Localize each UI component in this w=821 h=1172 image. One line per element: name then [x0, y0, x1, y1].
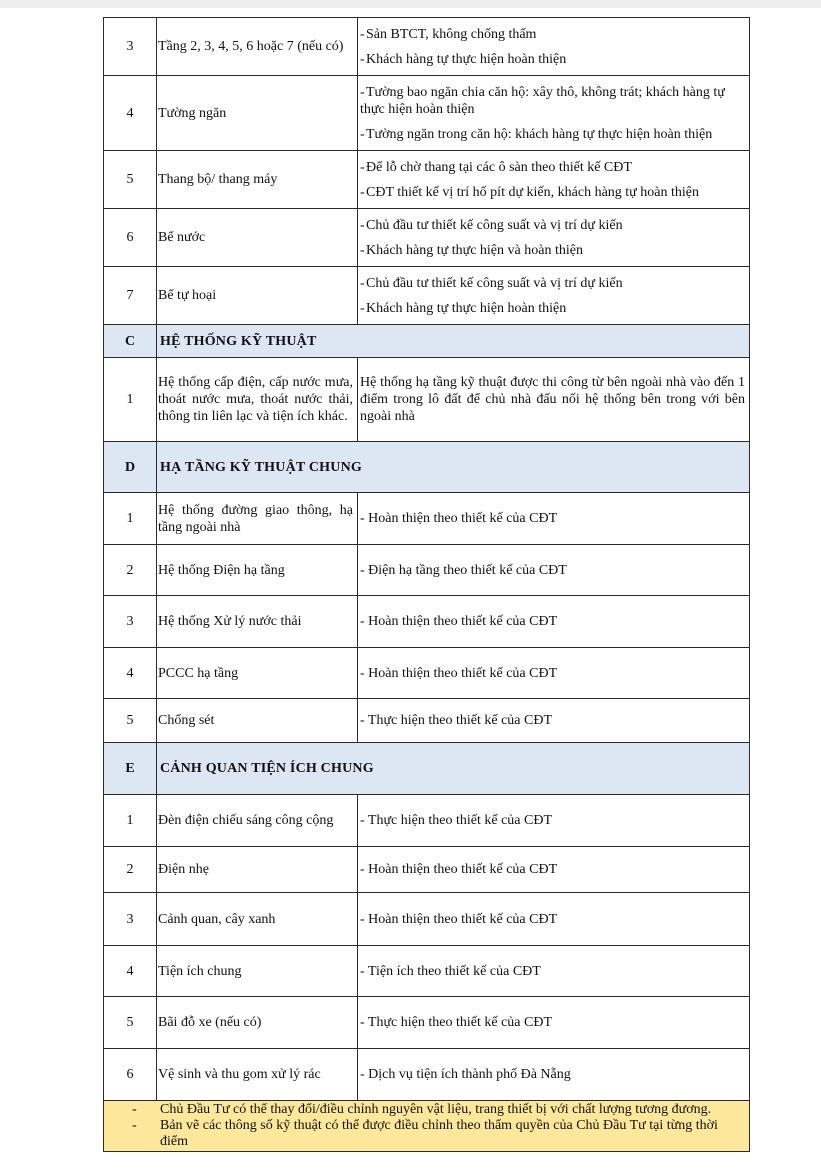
table-row — [104, 997, 750, 1049]
row-item-name: Hệ thống Điện hạ tầng — [157, 545, 358, 596]
row-number: 3 — [104, 893, 157, 946]
table-row — [104, 151, 750, 209]
row-item-name: Cảnh quan, cây xanh — [157, 893, 358, 946]
row-description: - Dịch vụ tiện ích thành phố Đà Nẵng — [358, 1049, 750, 1101]
row-item-name: Hệ thống đường giao thông, hạ tầng ngoài nhà — [157, 493, 358, 545]
table-row — [104, 18, 750, 76]
row-description: - Hoàn thiện theo thiết kế của CĐT — [358, 893, 750, 946]
row-number: 3 — [104, 596, 157, 648]
row-number: 5 — [104, 699, 157, 743]
table-row — [104, 946, 750, 997]
table-row — [104, 1049, 750, 1101]
row-number: 1 — [104, 795, 157, 847]
table-row — [104, 267, 750, 325]
row-number: 6 — [104, 209, 157, 267]
table-row — [104, 545, 750, 596]
spec-table — [103, 17, 750, 1101]
row-item-name: Tường ngăn — [157, 76, 358, 151]
table-row — [104, 493, 750, 545]
table-row — [104, 847, 750, 893]
row-description — [358, 267, 750, 325]
row-number: 4 — [104, 946, 157, 997]
row-description: - Thực hiện theo thiết kế của CĐT — [358, 997, 750, 1049]
row-description: - Thực hiện theo thiết kế của CĐT — [358, 795, 750, 847]
page-top-bar — [0, 0, 821, 8]
row-number: 4 — [104, 648, 157, 699]
row-item-name: Hệ thống cấp điện, cấp nước mưa, thoát nước mưa, thoát nước thải, thông tin liên lạc và tiện ích khác. — [157, 358, 358, 442]
bullet-line: -Tường bao ngăn chia căn hộ: xây thô, không trát; khách hàng tự thực hiện hoàn thiện — [360, 84, 725, 117]
row-description — [358, 76, 750, 151]
row-item-name: Vệ sinh và thu gom xử lý rác — [157, 1049, 358, 1101]
section-code: E — [104, 743, 157, 795]
table-row — [104, 893, 750, 946]
row-number: 1 — [104, 358, 157, 442]
row-item-name: Điện nhẹ — [157, 847, 358, 893]
table-row — [104, 648, 750, 699]
bullet-line: -Khách hàng tự thực hiện và hoàn thiện — [360, 242, 583, 258]
table-row — [104, 699, 750, 743]
row-description: - Hoàn thiện theo thiết kế của CĐT — [358, 847, 750, 893]
section-title: CẢNH QUAN TIỆN ÍCH CHUNG — [157, 743, 750, 795]
row-number: 3 — [104, 18, 157, 76]
row-description: - Hoàn thiện theo thiết kế của CĐT — [358, 493, 750, 545]
row-item-name: Đèn điện chiếu sáng công cộng — [157, 795, 358, 847]
bullet-line: -Sản BTCT, không chống thấm — [360, 26, 537, 42]
bullet-line: -Khách hàng tự thực hiện hoàn thiện — [360, 51, 567, 67]
table-row — [104, 795, 750, 847]
bullet-line: -Tường ngăn trong căn hộ: khách hàng tự thực hiện hoàn thiện — [360, 126, 713, 142]
table-row — [104, 358, 750, 442]
bullet-line: -Chủ đầu tư thiết kế công suất và vị trí dự kiến — [360, 217, 623, 233]
row-number: 6 — [104, 1049, 157, 1101]
section-header-c — [104, 325, 750, 358]
section-code: D — [104, 442, 157, 493]
row-description: Hệ thống hạ tầng kỹ thuật được thi công từ bên ngoài nhà vào đến 1 điểm trong lô đất để chủ nhà đấu nối hệ thống bên trong với bên ngoài nhà — [358, 358, 750, 442]
bullet-line: -Chủ đầu tư thiết kế công suất và vị trí dự kiến — [360, 275, 623, 291]
row-description: - Hoàn thiện theo thiết kế của CĐT — [358, 596, 750, 648]
section-code: C — [104, 325, 157, 358]
bullet-line: -Khách hàng tự thực hiện hoàn thiện — [360, 300, 567, 316]
row-item-name: Chống sét — [157, 699, 358, 743]
row-item-name: Tầng 2, 3, 4, 5, 6 hoặc 7 (nếu có) — [157, 18, 358, 76]
table-row — [104, 76, 750, 151]
row-description: - Tiện ích theo thiết kế của CĐT — [358, 946, 750, 997]
footnotes-box — [103, 1101, 750, 1152]
row-description: - Điện hạ tầng theo thiết kế của CĐT — [358, 545, 750, 596]
bullet-line: -CĐT thiết kế vị trí hố pít dự kiến, khách hàng tự hoàn thiện — [360, 184, 699, 200]
row-number: 5 — [104, 997, 157, 1049]
row-description — [358, 209, 750, 267]
section-header-d — [104, 442, 750, 493]
row-number: 2 — [104, 847, 157, 893]
section-title: HỆ THỐNG KỸ THUẬT — [157, 325, 750, 358]
row-item-name: Bể nước — [157, 209, 358, 267]
section-title: HẠ TẦNG KỸ THUẬT CHUNG — [157, 442, 750, 493]
row-item-name: Bãi đỗ xe (nếu có) — [157, 997, 358, 1049]
bullet-line: -Để lỗ chờ thang tại các ô sàn theo thiết kế CĐT — [360, 159, 632, 175]
row-number: 2 — [104, 545, 157, 596]
section-header-e — [104, 743, 750, 795]
table-row — [104, 209, 750, 267]
row-description — [358, 18, 750, 76]
row-item-name: Bể tự hoại — [157, 267, 358, 325]
row-description: - Thực hiện theo thiết kế của CĐT — [358, 699, 750, 743]
row-item-name: Tiện ích chung — [157, 946, 358, 997]
row-item-name: Hệ thống Xử lý nước thải — [157, 596, 358, 648]
specification-table — [103, 17, 750, 1152]
row-item-name: PCCC hạ tầng — [157, 648, 358, 699]
row-description: - Hoàn thiện theo thiết kế của CĐT — [358, 648, 750, 699]
row-description — [358, 151, 750, 209]
table-row — [104, 596, 750, 648]
footnote: - Bản vẽ các thông số kỹ thuật có thể được điều chỉnh theo thẩm quyền của Chủ Đầu Tư tại từng thời điểm — [132, 1118, 718, 1149]
footnote: - Chủ Đầu Tư có thể thay đổi/điều chỉnh nguyên vật liệu, trang thiết bị với chất lượng tương đương. — [132, 1102, 712, 1117]
row-number: 4 — [104, 76, 157, 151]
row-item-name: Thang bộ/ thang máy — [157, 151, 358, 209]
row-number: 5 — [104, 151, 157, 209]
row-number: 1 — [104, 493, 157, 545]
row-number: 7 — [104, 267, 157, 325]
